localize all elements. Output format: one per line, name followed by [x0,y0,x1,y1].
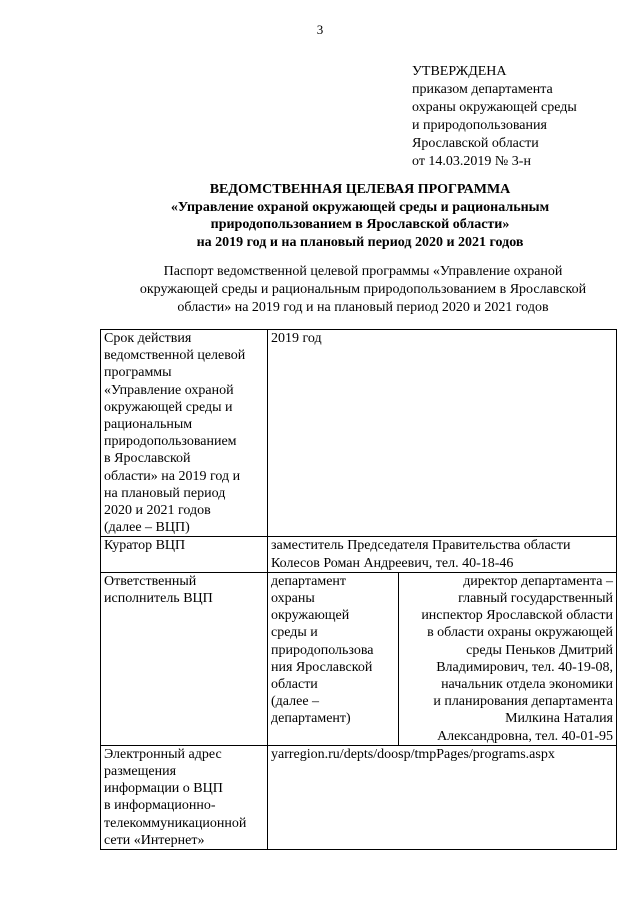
table-row-term [101,330,617,537]
cell-line: среды и [271,625,318,641]
curator-label-cell: Куратор ВЦП [101,537,268,572]
cell-line: (далее – ВЦП) [104,520,190,536]
title-line: ВЕДОМСТВЕННАЯ ЦЕЛЕВАЯ ПРОГРАММА [209,182,511,197]
approval-line: от 14.03.2019 № 3-н [412,154,531,169]
curator-value-cell [268,537,617,572]
cell-line: Колесов Роман Андреевич, тел. 40-18-46 [271,555,514,571]
cell-line: исполнитель ВЦП [104,591,213,607]
approval-line: приказом департамента [412,82,553,97]
cell-line: и планирования департамента [433,694,613,710]
cell-line: инспектор Ярославской области [421,608,613,624]
passport-table [100,329,617,850]
approval-line: Ярославской области [412,136,539,151]
cell-line: телекоммуникационной [104,815,247,831]
subtitle-line: Паспорт ведомственной целевой программы «Управление охраной [163,264,563,279]
cell-line: Срок действия [104,331,192,346]
cell-line: Милкина Наталия [505,711,613,727]
cell-line: размещения [104,764,177,780]
cell-line: начальник отдела экономики [441,677,613,693]
cell-line: в области охраны окружающей [427,625,613,641]
cell-line: области» на 2019 год и [104,468,241,484]
title-line: природопользованием в Ярославской области» [210,217,510,232]
cell-line: ния Ярославской [271,659,373,675]
cell-line: (далее – [271,694,320,710]
term-value-cell: 2019 год [268,330,617,537]
cell-line: «Управление охраной [104,382,234,398]
cell-line: сети «Интернет» [104,832,205,848]
cell-line: главный государственный [458,591,613,607]
executor-dept-cell [268,572,399,745]
term-label-cell [101,330,268,537]
cell-line: Электронный адрес [104,746,222,762]
cell-line: ведомственной целевой [104,348,246,364]
cell-line: среды Пеньков Дмитрий [466,642,613,658]
cell-line: области [271,677,318,693]
table-row-executor [101,572,617,745]
page-number: 3 [316,22,324,37]
cell-line: рациональным [104,417,193,433]
cell-line: Владимирович, тел. 40-19-08, [436,659,613,675]
executor-person-cell [399,572,617,745]
cell-line: информации о ВЦП [104,781,223,797]
cell-line: Ответственный [104,573,197,589]
title-line: на 2019 год и на плановый период 2020 и 2021 годов [196,234,524,250]
cell-line: в информационно- [104,798,216,814]
table-row-curator [101,537,617,572]
table-row-website [101,745,617,849]
executor-label-cell [101,572,268,745]
cell-line: заместитель Председателя Правительства области [271,538,571,554]
cell-line: охраны [271,591,315,607]
approval-block [412,63,577,171]
approval-line: охраны окружающей среды [412,100,577,115]
cell-line: на плановый период [104,485,226,501]
title-line: «Управление охраной окружающей среды и рациональным [170,199,550,215]
website-value-cell: yarregion.ru/depts/doosp/tmpPages/programs.aspx [268,745,617,849]
cell-line: окружающей среды и [104,399,233,415]
cell-line: природопользова [271,642,374,658]
approval-line: УТВЕРЖДЕНА [412,64,507,79]
cell-line: окружающей [271,608,350,624]
document-title [60,181,640,251]
cell-line: департамент [271,573,347,589]
cell-line: Александровна, тел. 40-01-95 [437,728,613,744]
cell-line: директор департамента – [463,573,613,589]
subtitle-line: области» на 2019 год и на плановый период 2020 и 2021 годов [177,300,549,315]
cell-line: программы [104,365,172,381]
passport-subtitle [88,263,638,317]
website-label-cell [101,745,268,849]
cell-line: в Ярославской [104,451,191,467]
cell-line: природопользованием [104,434,237,450]
approval-line: и природопользования [412,118,547,133]
cell-line: департамент) [271,711,351,727]
cell-line: 2020 и 2021 годов [104,503,211,519]
subtitle-line: окружающей среды и рациональным природопользованием в Ярославской [139,282,587,297]
